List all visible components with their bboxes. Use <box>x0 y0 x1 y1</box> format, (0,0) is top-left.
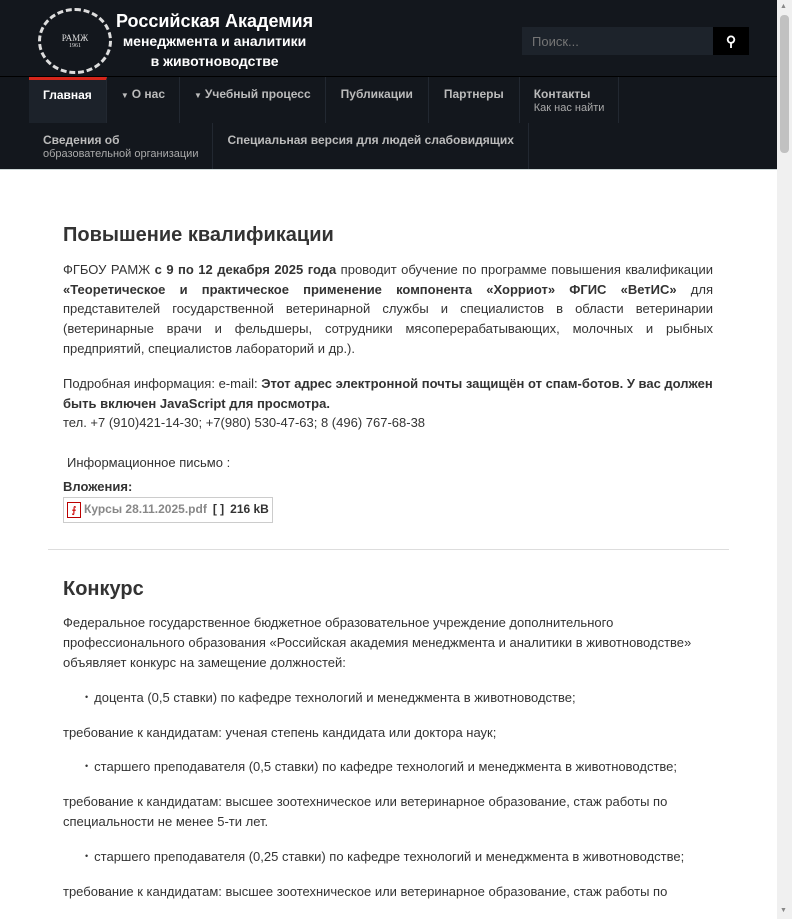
nav-item-org-info[interactable] <box>29 123 213 169</box>
caret-down-icon: ▼ <box>120 91 129 100</box>
article-paragraph: Федеральное государственное бюджетное образовательное учреждение дополнительного профессионального образования «Российская академия менеджмента и аналитики в животноводстве» объявляет конкурс на замещение должностей: <box>63 615 692 670</box>
attachment-hits: [ ] <box>212 501 225 516</box>
logo-line1: Российская Академия <box>116 11 314 31</box>
nav-label: Специальная версия для людей слабовидящих <box>227 133 514 147</box>
logo-line2: менеджмента и аналитики <box>122 33 307 49</box>
search-input[interactable] <box>522 27 713 55</box>
seal-year: 1961 <box>69 43 81 49</box>
scrollbar-thumb[interactable] <box>780 15 789 153</box>
nav-sublabel: Как нас найти <box>533 102 605 114</box>
article-paragraph: требование к кандидатам: ученая степень кандидата или доктора наук; <box>63 724 497 740</box>
nav-label: Партнеры <box>443 87 504 101</box>
logo-seal <box>38 8 112 74</box>
nav-item-publications[interactable] <box>326 77 429 123</box>
attachment-size: 216 kB <box>230 501 269 516</box>
main-nav <box>29 77 749 169</box>
scroll-down-icon[interactable]: ▼ <box>780 907 787 914</box>
scroll-up-icon[interactable]: ▲ <box>780 3 787 10</box>
nav-label: Контакты <box>533 87 591 101</box>
article-divider <box>48 549 729 550</box>
nav-label: О нас <box>131 87 165 101</box>
seal-text: РАМЖ <box>61 33 89 43</box>
nav-item-education[interactable] <box>180 77 326 123</box>
nav-label: Публикации <box>340 87 413 101</box>
main-content <box>63 226 713 916</box>
nav-item-home[interactable] <box>29 77 107 123</box>
nav-sublabel: образовательной организации <box>43 148 199 160</box>
nav-item-accessibility[interactable] <box>213 123 528 169</box>
email-protected-notice: Этот адрес электронной почты защищён от спам-ботов. У вас должен быть включен JavaScript для просмотра. <box>63 375 713 411</box>
info-letter-label: Информационное письмо : <box>67 455 231 471</box>
article-title[interactable]: Повышение квалификации <box>63 224 334 246</box>
nav-item-partners[interactable] <box>429 77 520 123</box>
search-button[interactable] <box>713 27 749 55</box>
list-item: • доцента (0,5 ставки) по кафедре технологий и менеджмента в животноводстве; <box>85 688 713 708</box>
scrollbar[interactable] <box>777 0 792 919</box>
attachments-label: Вложения: <box>63 478 133 494</box>
site-header <box>0 0 777 170</box>
article-paragraph: требование к кандидатам: высшее зоотехническое или ветеринарное образование, стаж работы по специальности не менее 5-ти лет. <box>63 794 668 829</box>
pdf-icon: ⨍ <box>67 502 81 518</box>
nav-item-about[interactable] <box>107 77 180 123</box>
nav-label: Учебный процесс <box>204 87 311 101</box>
nav-label: Сведения об <box>43 133 120 147</box>
attachment-link[interactable] <box>63 497 273 523</box>
article-title[interactable]: Конкурс <box>63 577 144 600</box>
logo-line3: в животноводстве <box>150 53 279 69</box>
list-item: • старшего преподавателя (0,5 ставки) по кафедре технологий и менеджмента в животноводстве; <box>85 757 713 777</box>
nav-item-contacts[interactable] <box>520 77 620 123</box>
contact-paragraph: Подробная информация: e-mail: Этот адрес электронной почты защищён от спам-ботов. У вас должен быть включен JavaScript для просмотра. тел. +7 (910)421-14-30; +7(980) 530-47-63; 8 (496) 767-68-38 <box>63 375 713 431</box>
search-icon: ⚲ <box>725 32 737 49</box>
site-logo[interactable] <box>38 8 313 74</box>
article-paragraph: ФГБОУ РАМЖ с 9 по 12 декабря 2025 года проводит обучение по программе повышения квалификации «Теоретическое и практическое применение компонента «Хорриот» ФГИС «ВетИС» для представителей государственной ветеринарной службы и специалистов в области ветеринарии (ветеринарные врачи и фельдшеры, сотрудники мясоперерабатывающих, молочных и рыбных предприятий, специалистов лабораторий и др.). <box>63 261 713 356</box>
caret-down-icon: ▼ <box>194 91 202 100</box>
nav-label: Главная <box>43 88 92 102</box>
article-paragraph: требование к кандидатам: высшее зоотехническое или ветеринарное образование, стаж работы по <box>63 883 668 899</box>
search-form <box>522 27 749 55</box>
phone-numbers: тел. +7 (910)421-14-30; +7(980) 530-47-63; 8 (496) 767-68-38 <box>63 415 426 431</box>
attachment-name[interactable]: Курсы 28.11.2025.pdf <box>84 501 207 516</box>
list-item: • старшего преподавателя (0,25 ставки) по кафедре технологий и менеджмента в животноводстве; <box>85 847 713 867</box>
